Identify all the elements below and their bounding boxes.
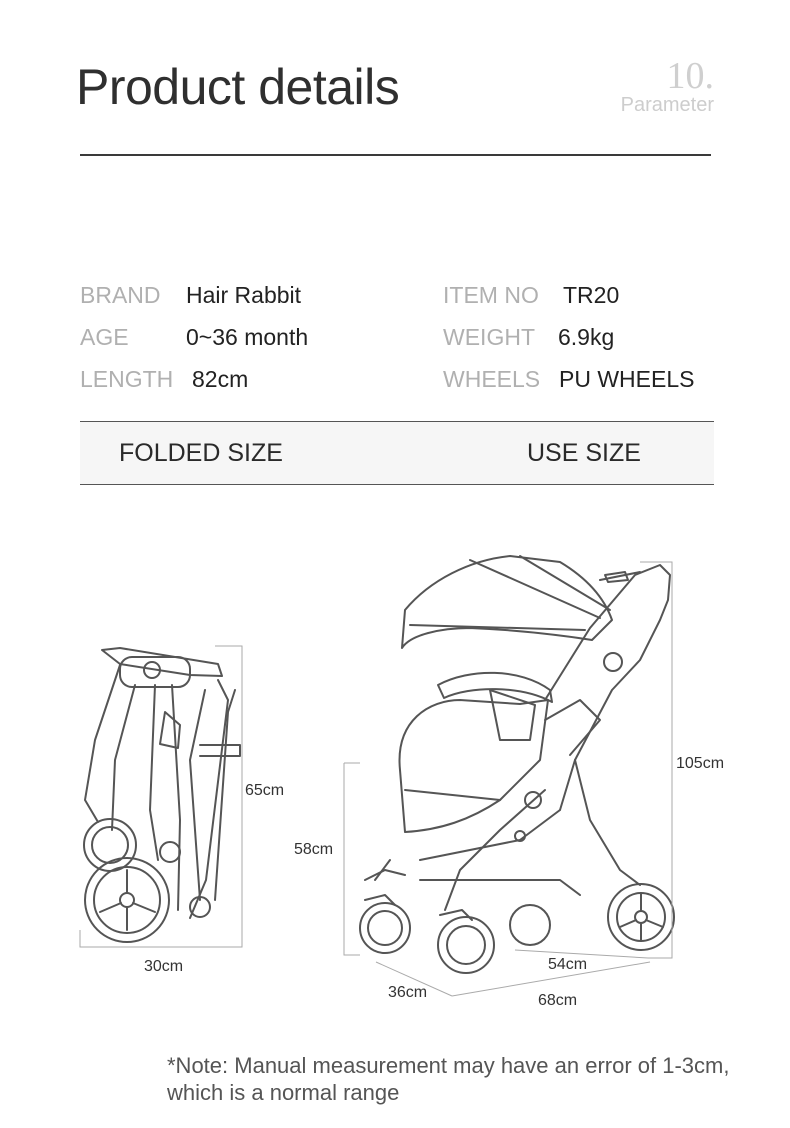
age-value: 0~36 month (186, 324, 309, 350)
wheels-value: PU WHEELS (559, 366, 695, 392)
item-no-label: ITEM NO (443, 282, 539, 308)
item-no-value: TR20 (563, 282, 620, 308)
folded-width-dim: 30cm (144, 958, 184, 975)
weight-value: 6.9kg (558, 324, 615, 350)
folded-stroller-drawing (84, 648, 240, 942)
age-label: AGE (80, 324, 129, 350)
weight-label: WEIGHT (443, 324, 535, 350)
brand-label: BRAND (80, 282, 161, 308)
use-wheelbase-dim: 54cm (548, 956, 588, 973)
use-size-label: USE SIZE (527, 439, 641, 467)
stroller-diagram (0, 540, 790, 1020)
use-height-dim: 105cm (676, 755, 725, 772)
use-width-dim: 36cm (388, 984, 428, 1001)
use-seat-height-dim: 58cm (294, 841, 334, 858)
size-header-band (80, 421, 714, 485)
folded-size-label: FOLDED SIZE (119, 439, 283, 467)
length-value: 82cm (192, 366, 249, 392)
folded-height-dim: 65cm (245, 782, 285, 799)
use-stroller-drawing (360, 556, 674, 973)
page-number: 10. (666, 55, 714, 97)
page-title: Product details (76, 59, 400, 115)
brand-value: Hair Rabbit (186, 282, 302, 308)
header-divider (80, 154, 711, 156)
measurement-note: *Note: Manual measurement may have an error of 1-3cm, which is a normal range (167, 1053, 730, 1105)
length-label: LENGTH (80, 366, 174, 392)
wheels-label: WHEELS (443, 366, 541, 392)
page-section-label: Parameter (620, 94, 714, 116)
use-length-dim: 68cm (538, 992, 578, 1009)
